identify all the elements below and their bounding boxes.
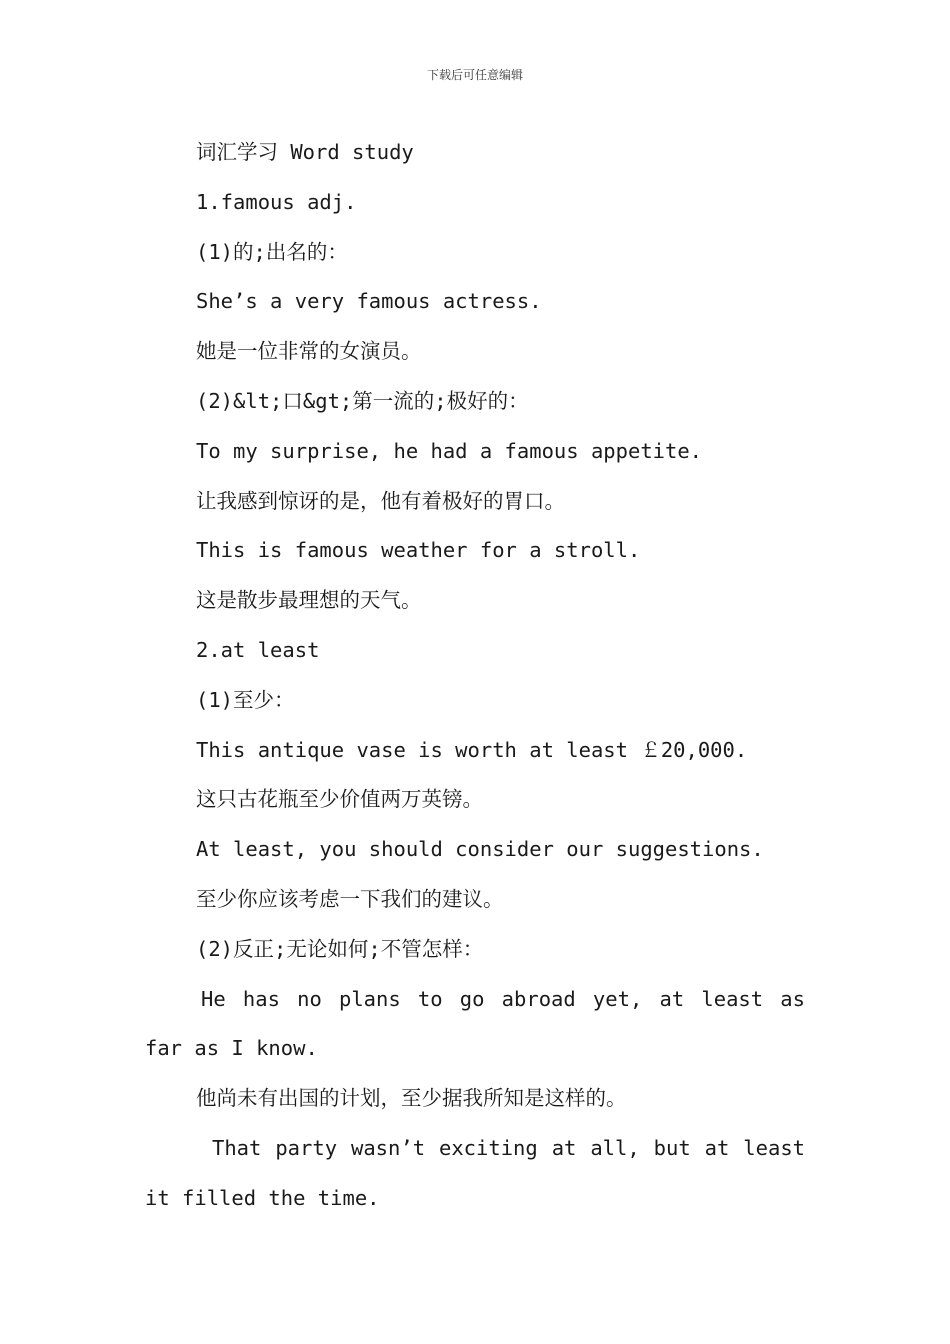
- entry-heading: 1.famous adj.: [196, 189, 357, 214]
- example-zh: 让我感到惊讶的是，他有着极好的胃口。: [196, 488, 565, 513]
- example-zh: 这是散步最理想的天气。: [196, 588, 422, 613]
- definition: (2)反正;无论如何;不管怎样：: [196, 936, 484, 961]
- example-zh: 这只古花瓶至少价值两万英镑。: [196, 787, 483, 812]
- example-en: This is famous weather for a stroll.: [196, 538, 641, 563]
- section-title: 词汇学习 Word study: [196, 140, 414, 164]
- entry-heading: 2.at least: [196, 637, 320, 662]
- example-zh: 他尚未有出国的计划，至少据我所知是这样的。: [196, 1086, 627, 1111]
- document-body: [145, 128, 805, 1224]
- example-en: This antique vase is worth at least ￡20,000.: [196, 737, 748, 762]
- example-zh: 至少你应该考虑一下我们的建议。: [196, 886, 504, 911]
- example-en: To my surprise, he had a famous appetite.: [196, 438, 703, 463]
- page-header-note: 下载后可任意编辑: [426, 68, 523, 82]
- example-en-paragraph: He has no plans to go abroad yet, at least as far as I know.: [145, 986, 805, 1061]
- example-en: She’s a very famous actress.: [196, 289, 542, 314]
- definition: (1)的;出名的：: [196, 239, 348, 264]
- example-en: At least, you should consider our suggestions.: [196, 837, 764, 862]
- definition: (1)至少：: [196, 687, 295, 712]
- example-en-paragraph: That party wasn’t exciting at all, but at least it filled the time.: [145, 1135, 805, 1210]
- example-zh: 她是一位非常的女演员。: [196, 339, 422, 364]
- definition: (2)&lt;口&gt;第一流的;极好的：: [196, 388, 529, 413]
